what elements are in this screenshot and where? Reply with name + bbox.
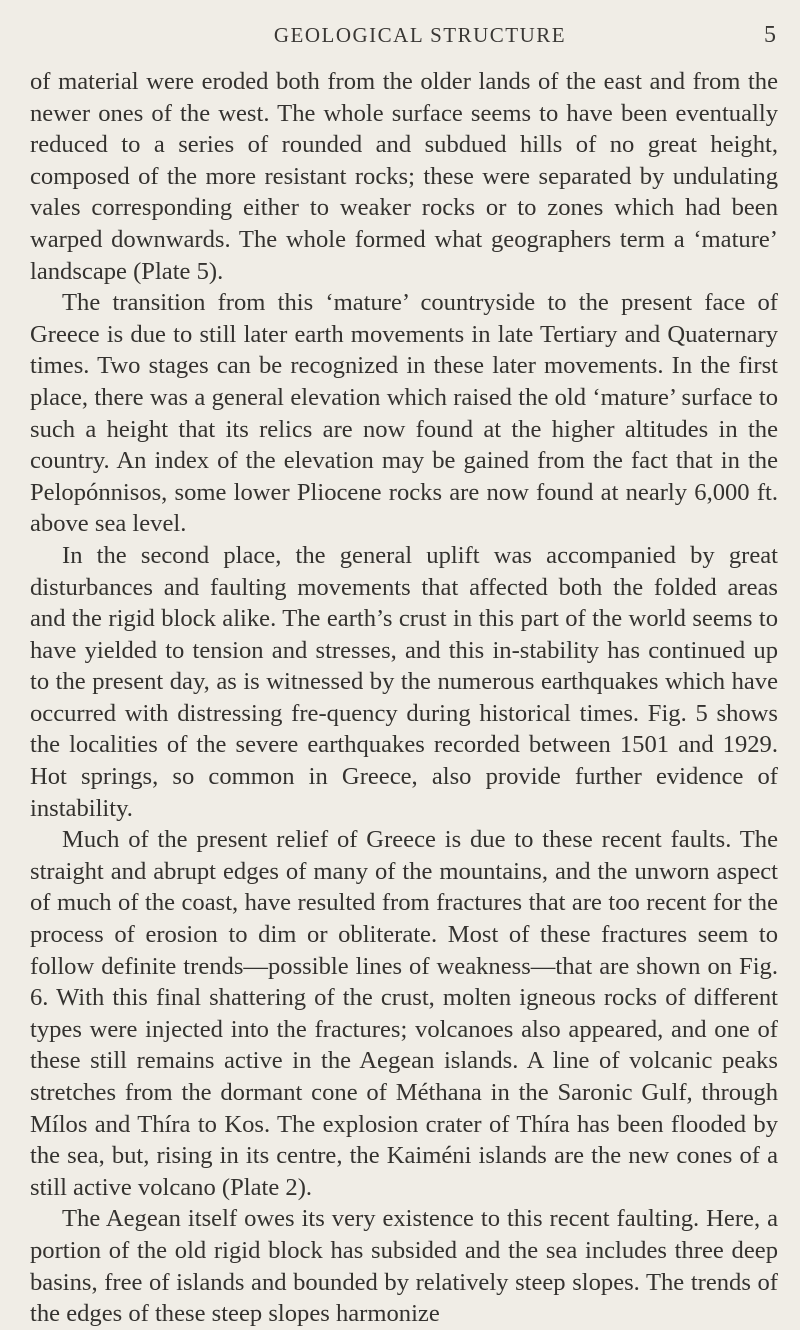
paragraph-transition: The transition from this ‘mature’ countryside to the present face of Greece is due to still later earth movements in late Tertiary and Quaternary times. Two stages can be recognized in these later movements. In the first place, there was a general elevation which raised the old ‘mature’ surface to such a height that its relics are now found at the higher altitudes in the country. An index of the elevation may be gained from the fact that in the Pelopónnisos, some lower Pliocene rocks are now found at nearly 6,000 ft. above sea level. — [30, 289, 778, 538]
paragraph-faults: Much of the present relief of Greece is due to these recent faults. The straight and abrupt edges of many of the mountains, and the unworn aspect of much of the coast, have resulted from fractures that are too recent for the process of erosion to dim or obliterate. Most of these fractures seem to follow definite trends—possible lines of weakness—that are shown on Fig. 6. With this final shattering of the crust, molten igneous rocks of different types were injected into the fractures; volcanoes also appeared, and one of these still remains active in the Aegean islands. A line of volcanic peaks stretches from the dormant cone of Méthana in the Saronic Gulf, through Mílos and Thíra to Kos. The explosion crater of Thíra has been flooded by the sea, but, rising in its centre, the Kaiméni islands are the new cones of a still active volcano (Plate 2). — [30, 826, 778, 1201]
running-title: GEOLOGICAL STRUCTURE — [273, 23, 567, 47]
page-number: 5 — [764, 22, 776, 48]
body-text — [30, 66, 778, 1330]
paragraph-uplift: In the second place, the general uplift was accompanied by great disturbances and faulting movements that affected both the folded areas and the rigid block alike. The earth’s crust in this part of the world seems to have yielded to tension and stresses, and this in-stability has continued up to the present day, as is witnessed by the numerous earthquakes which have occurred with distressing fre-quency during historical times. Fig. 5 shows the localities of the severe earthquakes recorded between 1501 and 1929. Hot springs, so common in Greece, also provide further evidence of instability. — [30, 541, 778, 822]
paragraph-continued: of material were eroded both from the older lands of the east and from the newer ones of the west. The whole surface seems to have been eventually reduced to a series of rounded and subdued hills of no great height, composed of the more resistant rocks; these were separated by undulating vales corresponding either to weaker rocks or to zones which had been warped downwards. The whole formed what geographers term a ‘mature’ landscape (Plate 5). — [30, 68, 778, 285]
running-header — [60, 18, 780, 52]
paragraph-aegean: The Aegean itself owes its very existence to this recent faulting. Here, a portion of the old rigid block has subsided and the sea includes three deep basins, free of islands and bounded by relatively steep slopes. The trends of the edges of these steep slopes harmonize — [30, 1205, 778, 1328]
